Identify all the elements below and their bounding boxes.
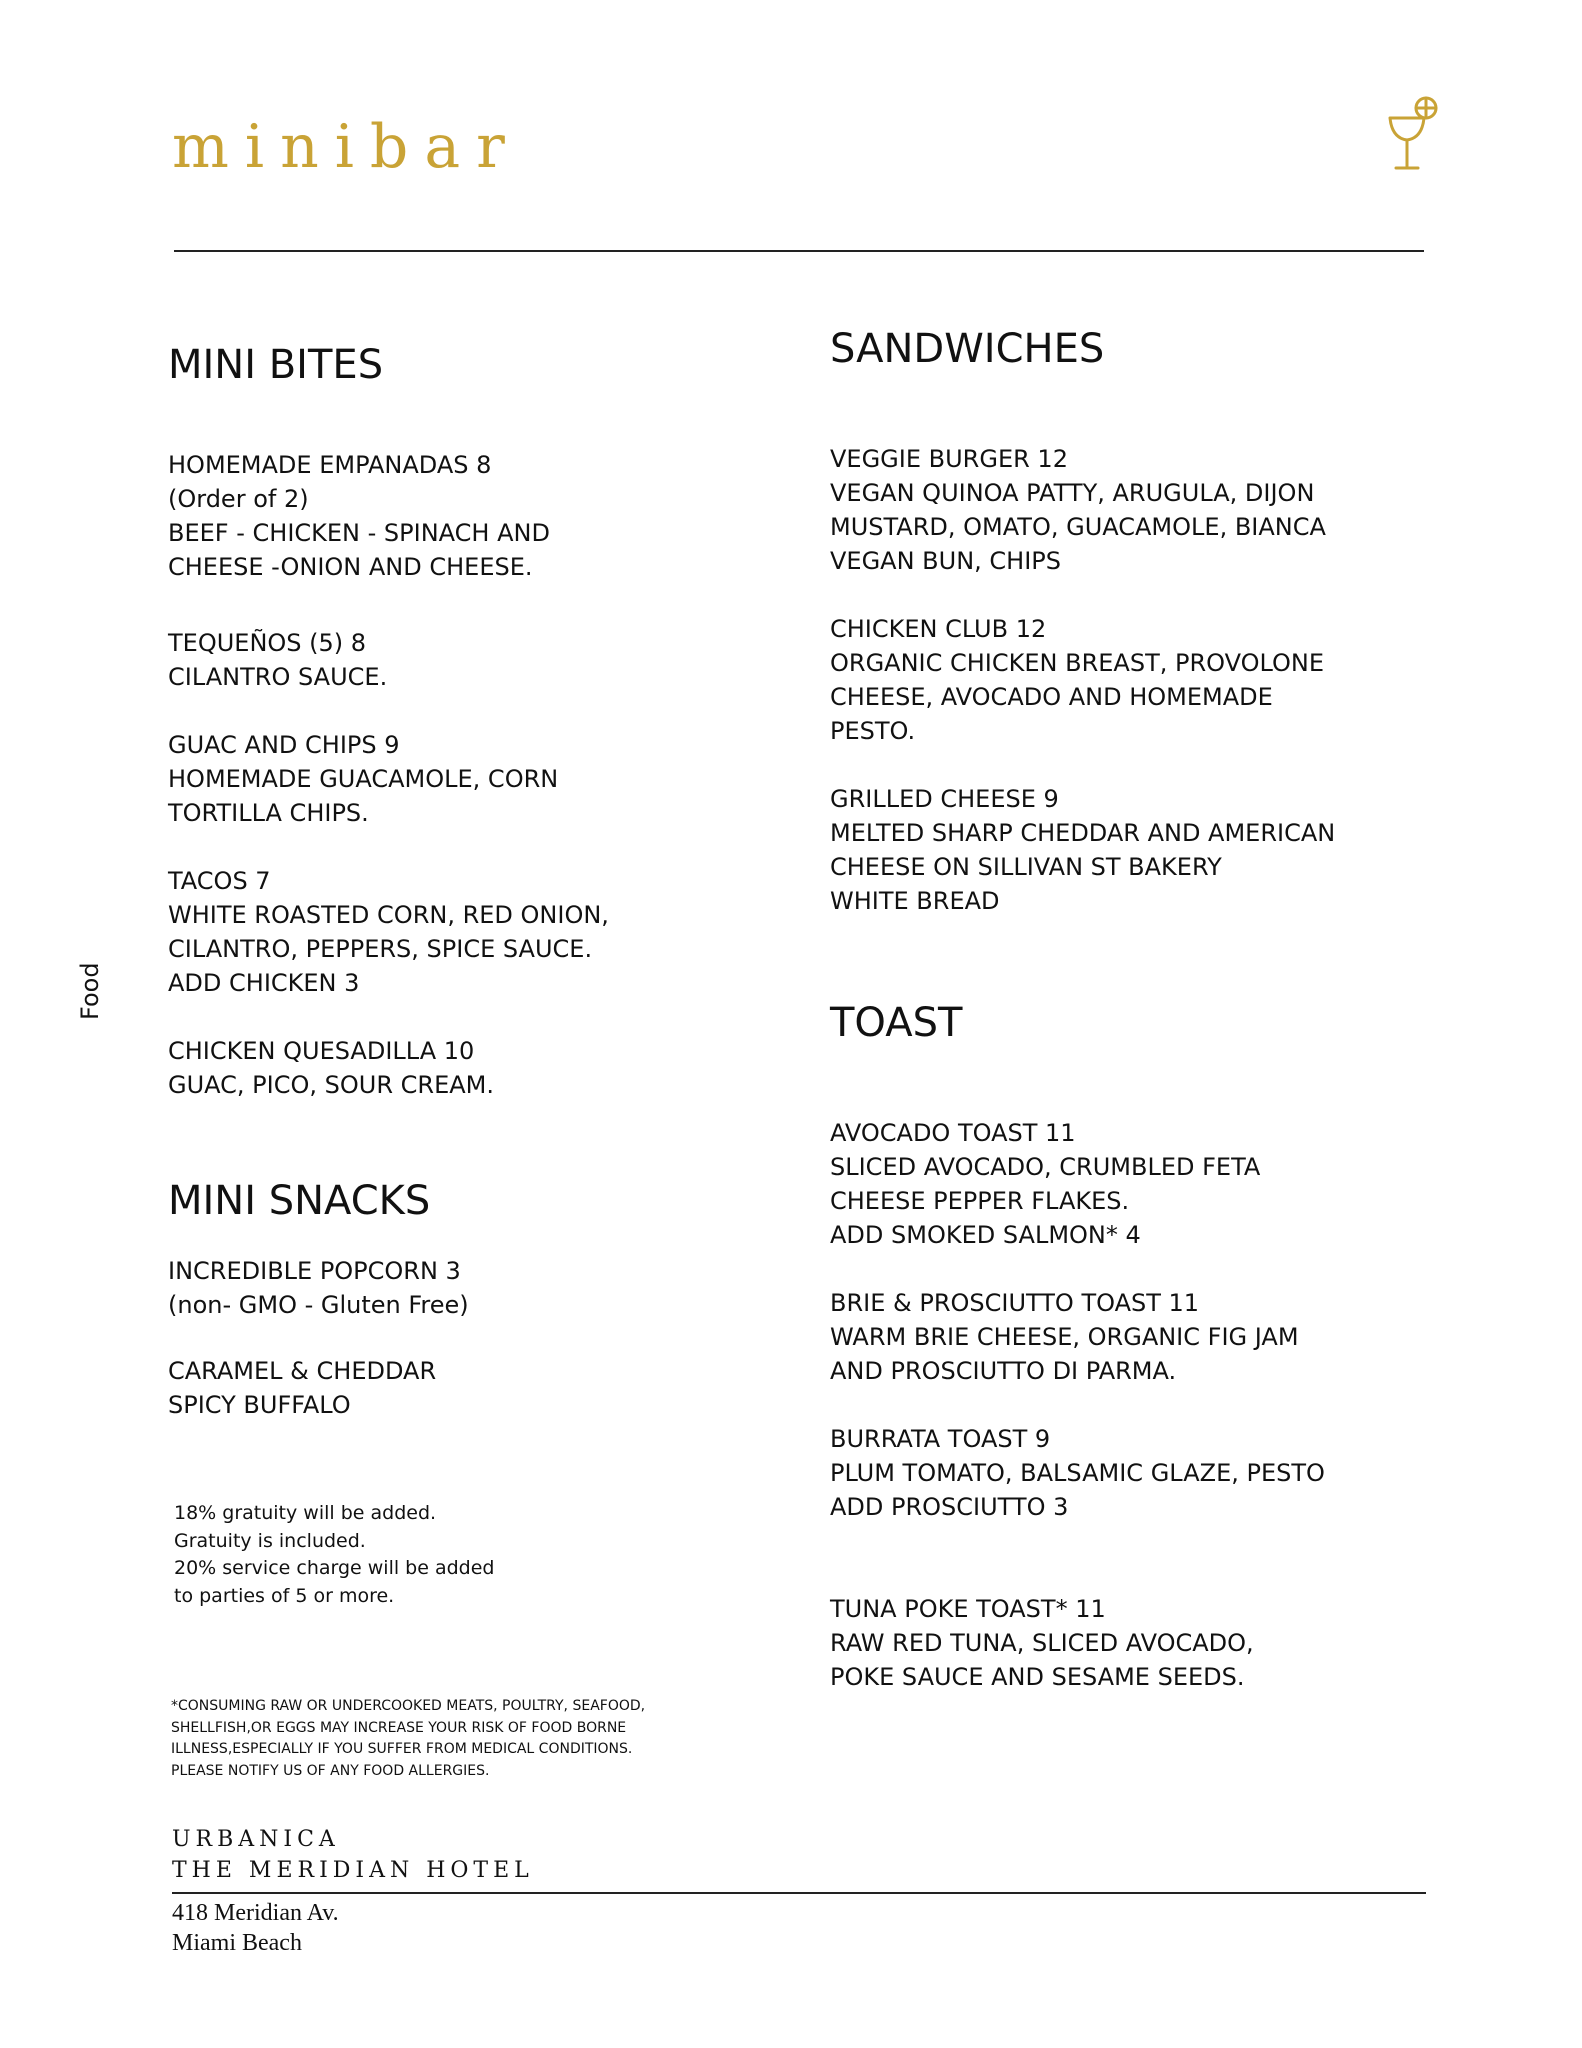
menu-item-tequenos: TEQUEÑOS (5) 8 CILANTRO SAUCE.	[168, 629, 388, 691]
menu-item-grilled-cheese: GRILLED CHEESE 9 MELTED SHARP CHEDDAR AND AMERICAN CHEESE ON SILLIVAN ST BAKERY WHITE BREAD	[830, 785, 1336, 915]
venue-name: URBANICA THE MERIDIAN HOTEL	[172, 1827, 534, 1883]
menu-item-burrata-toast: BURRATA TOAST 9 PLUM TOMATO, BALSAMIC GLAZE, PESTO ADD PROSCIUTTO 3	[830, 1425, 1325, 1521]
section-heading-mini-snacks: MINI SNACKS	[168, 1178, 431, 1224]
section-heading-toast: TOAST	[830, 1000, 963, 1046]
menu-item-guac-and-chips: GUAC AND CHIPS 9 HOMEMADE GUACAMOLE, CORN TORTILLA CHIPS.	[168, 731, 559, 827]
menu-item-tuna-poke-toast: TUNA POKE TOAST* 11 RAW RED TUNA, SLICED AVOCADO, POKE SAUCE AND SESAME SEEDS.	[830, 1595, 1254, 1691]
venue-address: 418 Meridian Av. Miami Beach	[172, 1900, 339, 1956]
menu-item-empanadas: HOMEMADE EMPANADAS 8 (Order of 2) BEEF - CHICKEN - SPINACH AND CHEESE -ONION AND CHEESE.	[168, 451, 550, 581]
menu-item-avocado-toast: AVOCADO TOAST 11 SLICED AVOCADO, CRUMBLED FETA CHEESE PEPPER FLAKES. ADD SMOKED SALMON* 4	[830, 1119, 1261, 1249]
menu-item-popcorn-flavors: CARAMEL & CHEDDAR SPICY BUFFALO	[168, 1357, 437, 1419]
section-heading-sandwiches: SANDWICHES	[830, 326, 1105, 372]
cocktail-glass-icon	[1386, 92, 1442, 174]
menu-item-veggie-burger: VEGGIE BURGER 12 VEGAN QUINOA PATTY, ARUGULA, DIJON MUSTARD, OMATO, GUACAMOLE, BIANCA VEGAN BUN, CHIPS	[830, 445, 1326, 575]
menu-item-brie-prosciutto-toast: BRIE & PROSCIUTTO TOAST 11 WARM BRIE CHEESE, ORGANIC FIG JAM AND PROSCIUTTO DI PARMA.	[830, 1289, 1299, 1385]
menu-item-popcorn: INCREDIBLE POPCORN 3 (non- GMO - Gluten Free)	[168, 1257, 469, 1319]
footer-divider	[172, 1892, 1426, 1894]
menu-item-chicken-quesadilla: CHICKEN QUESADILLA 10 GUAC, PICO, SOUR CREAM.	[168, 1037, 494, 1099]
header-divider	[174, 250, 1424, 252]
menu-item-tacos: TACOS 7 WHITE ROASTED CORN, RED ONION, CILANTRO, PEPPERS, SPICE SAUCE. ADD CHICKEN 3	[168, 867, 609, 997]
gratuity-note: 18% gratuity will be added. Gratuity is included. 20% service charge will be added to parties of 5 or more.	[174, 1502, 495, 1607]
brand-title: minibar	[172, 112, 521, 182]
side-tab-food: Food	[76, 962, 104, 1020]
food-safety-disclaimer: *CONSUMING RAW OR UNDERCOOKED MEATS, POULTRY, SEAFOOD, SHELLFISH,OR EGGS MAY INCREASE YOUR RISK OF FOOD BORNE ILLNESS,ESPECIALLY IF YOU SUFFER FROM MEDICAL CONDITIONS. PLEASE NOTIFY US OF ANY FOOD ALLERGIES.	[171, 1698, 646, 1779]
menu-item-chicken-club: CHICKEN CLUB 12 ORGANIC CHICKEN BREAST, PROVOLONE CHEESE, AVOCADO AND HOMEMADE PESTO.	[830, 615, 1325, 745]
section-heading-mini-bites: MINI BITES	[168, 342, 384, 388]
